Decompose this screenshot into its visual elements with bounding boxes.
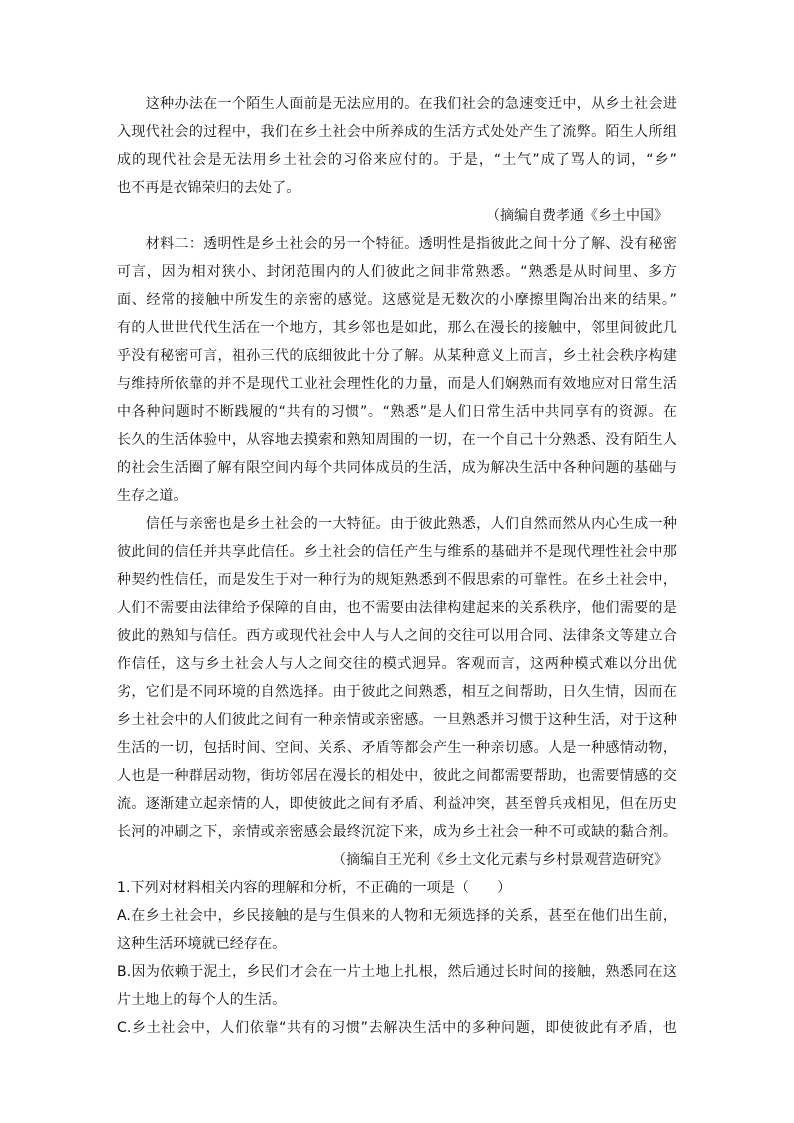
text-line: A.在乡土社会中，乡民接触的是与生俱来的人物和无须选择的关系，甚至在他们出生前， — [117, 908, 677, 924]
text-line: 流。逐渐建立起亲情的人，即使彼此之间有矛盾、利益冲突，甚至曾兵戎相见，但在历史 — [117, 796, 677, 812]
text-line: 人也是一种群居动物，街坊邻居在漫长的相处中，彼此之间都需要帮助，也需要情感的交 — [117, 768, 677, 784]
question-stem: 1.下列对材料相关内容的理解和分析，不正确的一项是（ ） — [117, 880, 512, 896]
text-line: 也不再是衣锦荣归的去处了。 — [117, 180, 301, 196]
text-line: 彼此的熟知与信任。西方或现代社会中人与人之间的交往可以用合同、法律条文等建立合 — [117, 628, 677, 644]
text-line: 人们不需要由法律给予保障的自由，也不需要由法律构建起来的关系秩序，他们需要的是 — [117, 600, 677, 616]
text-line: 与维持所依靠的并不是现代工业社会理性化的力量，而是人们娴熟而有效地应对日常生活 — [117, 376, 677, 392]
text-line: 乡土社会中的人们彼此之间有一种亲情或亲密感。一旦熟悉并习惯于这种生活，对于这种 — [117, 712, 677, 728]
text-line: 中各种问题时不断践履的“共有的习惯”。“熟悉”是人们日常生活中共同享有的资源。在 — [117, 404, 677, 420]
option-c — [117, 1014, 677, 1042]
text-line: C.乡土社会中，人们依靠“共有的习惯”去解决生活中的多种问题，即使彼此有矛盾，也 — [117, 1020, 677, 1036]
text-line: 劣，它们是不同环境的自然选择。由于彼此之间熟悉，相互之间帮助，日久生情，因而在 — [117, 684, 677, 700]
text-line: 这种办法在一个陌生人面前是无法应用的。在我们社会的急速变迁中，从乡土社会进 — [117, 96, 677, 112]
text-line: 作信任，这与乡土社会人与人之间交往的模式迥异。客观而言，这两种模式难以分出优 — [117, 656, 677, 672]
paragraph-1 — [117, 90, 677, 202]
option-a — [117, 902, 677, 958]
paragraph-2 — [117, 230, 677, 510]
text-line: 生活的一切，包括时间、空间、关系、矛盾等都会产生一种亲切感。人是一种感情动物， — [117, 740, 677, 756]
option-b — [117, 958, 677, 1014]
text-line: 面、经常的接触中所发生的亲密的感觉。这感觉是无数次的小摩擦里陶冶出来的结果。” — [117, 292, 677, 308]
text-line: 长久的生活体验中，从容地去摸索和熟知周围的一切，在一个自己十分熟悉、没有陌生人 — [117, 432, 677, 448]
text-line: B.因为依赖于泥土，乡民们才会在一片土地上扎根，然后通过长时间的接触，熟悉同在这 — [117, 964, 677, 980]
text-line: 成的现代社会是无法用乡土社会的习俗来应付的。于是，“土气”成了骂人的词，“乡” — [117, 152, 677, 168]
text-line: 的社会生活圈了解有限空间内每个共同体成员的生活，成为解决生活中各种问题的基础与 — [117, 460, 677, 476]
question-1 — [117, 874, 677, 902]
text-line: 生存之道。 — [117, 488, 188, 504]
paragraph-3 — [117, 510, 677, 846]
text-line: 彼此间的信任并共享此信任。乡土社会的信任产生与维系的基础并不是现代理性社会中那 — [117, 544, 677, 560]
text-line: 这种生活环境就已经存在。 — [117, 936, 287, 952]
text-line: 种契约性信任，而是发生于对一种行为的规矩熟悉到不假思索的可靠性。在乡土社会中， — [117, 572, 677, 588]
text-line: 材料二：透明性是乡土社会的另一个特征。透明性是指彼此之间十分了解、没有秘密 — [117, 236, 677, 252]
source-citation-2: （摘编自王光利《乡土文化元素与乡村景观营造研究》 — [332, 852, 668, 868]
text-line: 乎没有秘密可言，祖孙三代的底细彼此十分了解。从某种意义上而言，乡土社会秩序构建 — [117, 348, 677, 364]
text-line: 有的人世世代代生活在一个地方，其乡邻也是如此，那么在漫长的接触中，邻里间彼此几 — [117, 320, 677, 336]
source-citation-1: （摘编自费孝通《乡土中国》 — [486, 208, 668, 224]
text-line: 可言，因为相对狭小、封闭范围内的人们彼此之间非常熟悉。“熟悉是从时间里、多方 — [117, 264, 677, 280]
text-line: 长河的冲刷之下，亲情或亲密感会最终沉淀下来，成为乡土社会一种不可或缺的黏合剂。 — [117, 824, 677, 840]
text-line: 信任与亲密也是乡土社会的一大特征。由于彼此熟悉，人们自然而然从内心生成一种 — [117, 516, 677, 532]
text-line: 片土地上的每个人的生活。 — [117, 992, 287, 1008]
text-line: 入现代社会的过程中，我们在乡土社会中所养成的生活方式处处产生了流弊。陌生人所组 — [117, 124, 677, 140]
